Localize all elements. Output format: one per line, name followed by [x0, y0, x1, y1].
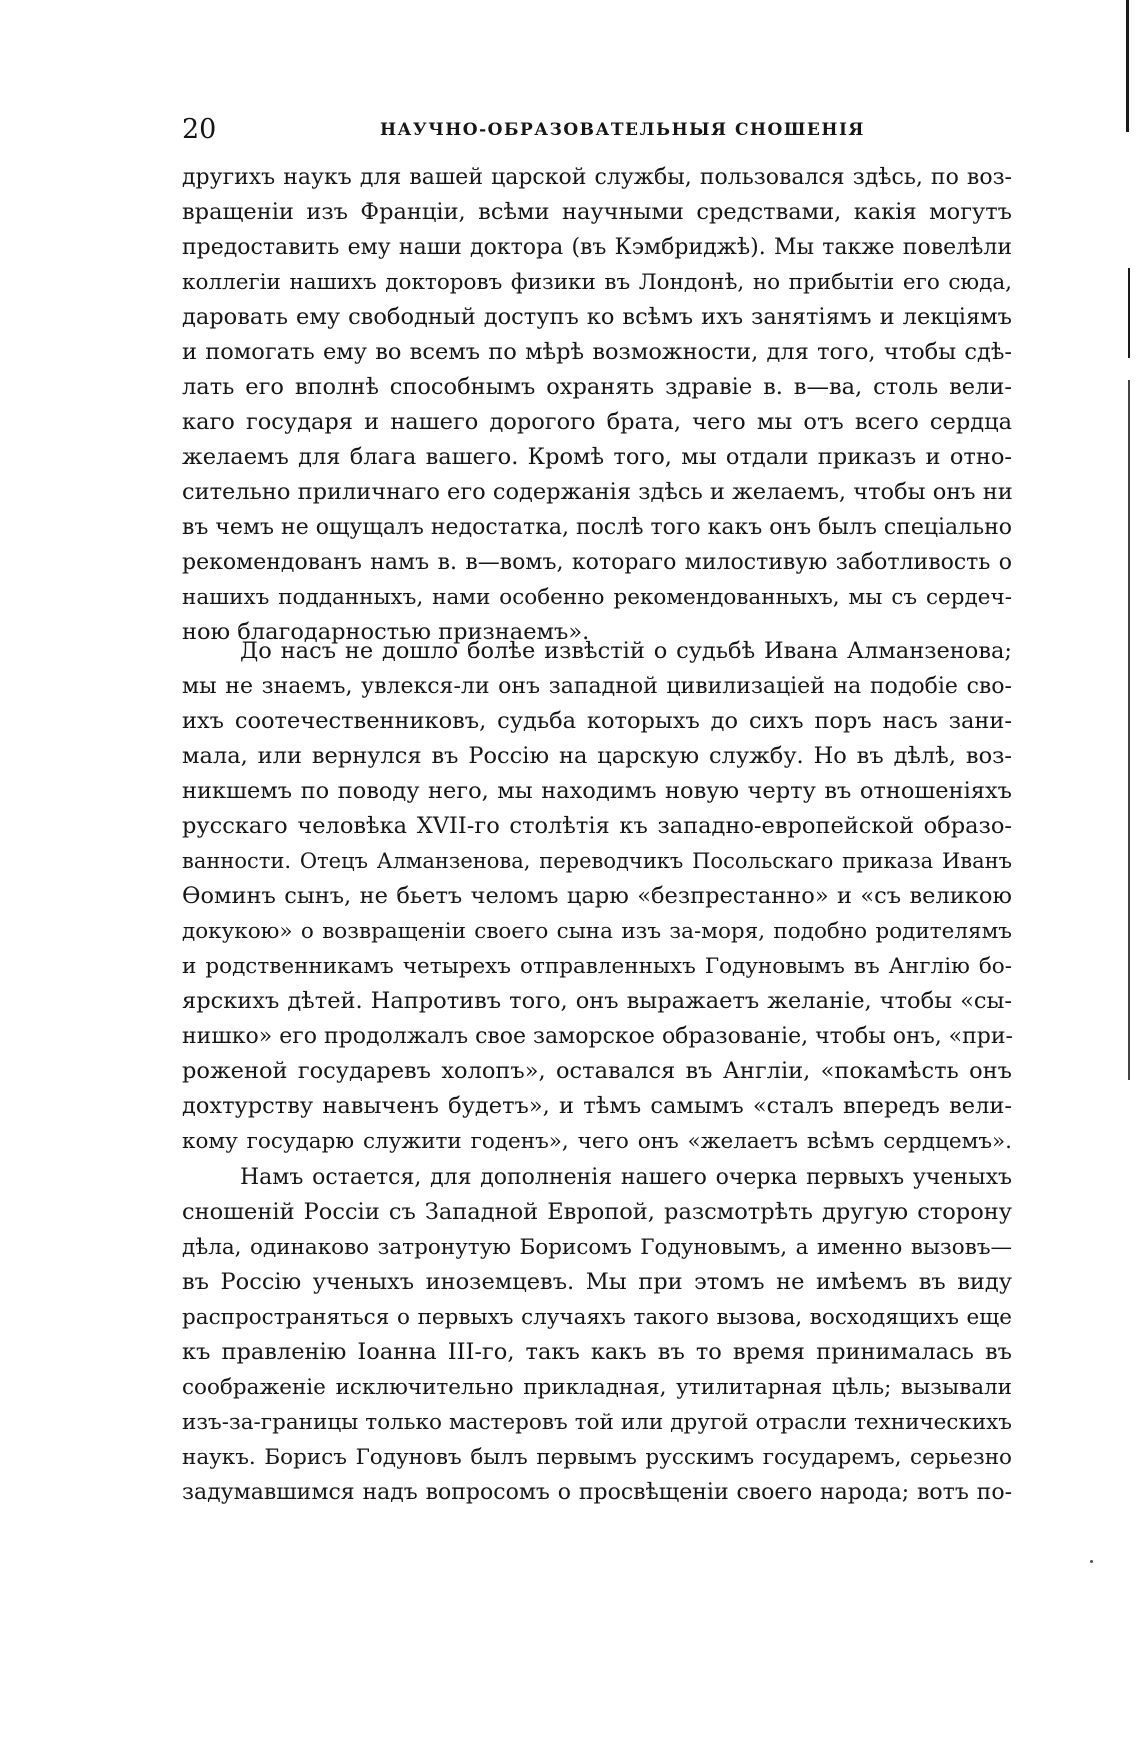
- text-line: роженой государевъ холопъ», оставался въ Англіи, «покамѣсть онъ: [182, 1058, 1012, 1084]
- paragraph-1: [182, 160, 1012, 650]
- text-line: Ѳоминъ сынъ, не бьетъ челомъ царю «безпрестанно» и «съ великою: [182, 883, 1012, 909]
- page-number: 20: [182, 114, 217, 145]
- text-line: и помогать ему во всемъ по мѣрѣ возможности, для того, чтобы сдѣ-: [182, 339, 1012, 365]
- text-line: мала, или вернулся въ Россію на царскую службу. Но въ дѣлѣ, воз-: [182, 743, 1012, 769]
- text-line: Намъ остается, для дополненія нашего очерка первыхъ ученыхъ: [240, 1165, 1012, 1190]
- stray-mark: [1090, 1560, 1093, 1563]
- text-line: ною благодарностью признаемъ».: [182, 619, 590, 645]
- paragraph-2: [182, 634, 1012, 1159]
- running-title: НАУЧНО-ОБРАЗОВАТЕЛЬНЫЯ СНОШЕНІЯ: [380, 120, 865, 140]
- text-line: ванности. Отецъ Алманзенова, переводчикъ Посольскаго приказа Иванъ: [182, 849, 1012, 873]
- text-line: докукою» о возвращеніи своего сына изъ за-моря, подобно родителямъ: [182, 919, 1012, 944]
- paragraph-3: [182, 1160, 1012, 1510]
- text-line: задумавшимся надъ вопросомъ о просвѣщеніи своего народа; вотъ по-: [182, 1480, 1012, 1505]
- text-line: дѣла, одинаково затронутую Борисомъ Годуновымъ, а именно вызовъ—: [182, 1235, 1012, 1260]
- text-line: желаемъ для блага вашего. Кромѣ того, мы отдали приказъ и отно-: [182, 444, 1012, 470]
- text-line: предоставить ему наши доктора (въ Кэмбриджѣ). Мы также повелѣли: [182, 235, 1012, 260]
- text-line: наукъ. Борисъ Годуновъ былъ первымъ русскимъ государемъ, серьезно: [182, 1445, 1012, 1470]
- text-line: ихъ соотечественниковъ, судьба которыхъ до сихъ поръ насъ зани-: [182, 708, 1012, 734]
- text-line: русскаго человѣка XVII-го столѣтія къ западно-европейской образо-: [182, 813, 1012, 839]
- text-line: соображеніе исключительно прикладная, утилитарная цѣль; вызывали: [182, 1375, 1012, 1400]
- text-line: коллегіи нашихъ докторовъ физики въ Лондонѣ, но прибытіи его сюда,: [182, 270, 1012, 295]
- right-margin-rule-top: [1126, 0, 1129, 132]
- text-line: и родственникамъ четырехъ отправленныхъ Годуновымъ въ Англію бо-: [182, 954, 1012, 979]
- text-line: къ правленію Іоанна III-го, такъ какъ въ то время принималась въ: [182, 1339, 1012, 1365]
- text-line: До насъ не дошло болѣе извѣстій о судьбѣ Ивана Алманзенова;: [240, 638, 1012, 664]
- right-margin-rule-middle: [1128, 268, 1130, 358]
- text-line: нишко» его продолжалъ свое заморское образованіе, чтобы онъ, «при-: [182, 1024, 1013, 1049]
- text-line: мы не знаемъ, увлекся-ли онъ западной цивилизаціей на подобіе сво-: [182, 674, 1012, 699]
- text-line: изъ-за-границы только мастеровъ той или другой отрасли техническихъ: [182, 1410, 1012, 1435]
- text-line: кому государю служити годенъ», чего онъ «желаетъ всѣмъ сердцемъ».: [182, 1129, 1012, 1154]
- text-line: другихъ наукъ для вашей царской службы, пользовался здѣсь, по воз-: [182, 165, 1012, 190]
- right-margin-rule-lower: [1128, 380, 1130, 1080]
- text-line: ярскихъ дѣтей. Напротивъ того, онъ выражаетъ желаніе, чтобы «сы-: [182, 988, 1012, 1014]
- text-line: вращеніи изъ Франціи, всѣми научными средствами, какія могутъ: [182, 199, 1012, 225]
- text-line: сношеній Россіи съ Западной Европой, разсмотрѣть другую сторону: [182, 1199, 1012, 1225]
- text-line: сительно приличнаго его содержанія здѣсь и желаемъ, чтобы онъ ни: [182, 479, 1013, 505]
- text-line: даровать ему свободный доступъ ко всѣмъ ихъ занятіямъ и лекціямъ: [182, 304, 1012, 330]
- text-line: нашихъ подданныхъ, нами особенно рекомендованныхъ, мы съ сердеч-: [182, 585, 1012, 610]
- text-line: лать его вполнѣ способнымъ охранять здравіе в. в—ва, столь вели-: [182, 374, 1012, 400]
- text-line: дохтурству навыченъ будетъ», и тѣмъ самымъ «сталъ впередъ вели-: [182, 1093, 1012, 1119]
- text-line: въ Россію ученыхъ иноземцевъ. Мы при этомъ не имѣемъ въ виду: [182, 1269, 1012, 1295]
- page-header: [182, 110, 1012, 150]
- text-line: рекомендованъ намъ в. в—вомъ, котораго милостивую заботливость о: [182, 550, 1012, 575]
- text-line: никшемъ по поводу него, мы находимъ новую черту въ отношеніяхъ: [182, 778, 1012, 804]
- text-line: каго государя и нашего дорогого брата, чего мы отъ всего сердца: [182, 409, 1012, 435]
- text-line: въ чемъ не ощущалъ недостатка, послѣ того какъ онъ былъ спеціально: [182, 515, 1013, 540]
- text-line: распространяться о первыхъ случаяхъ такого вызова, восходящихъ еще: [182, 1305, 1012, 1330]
